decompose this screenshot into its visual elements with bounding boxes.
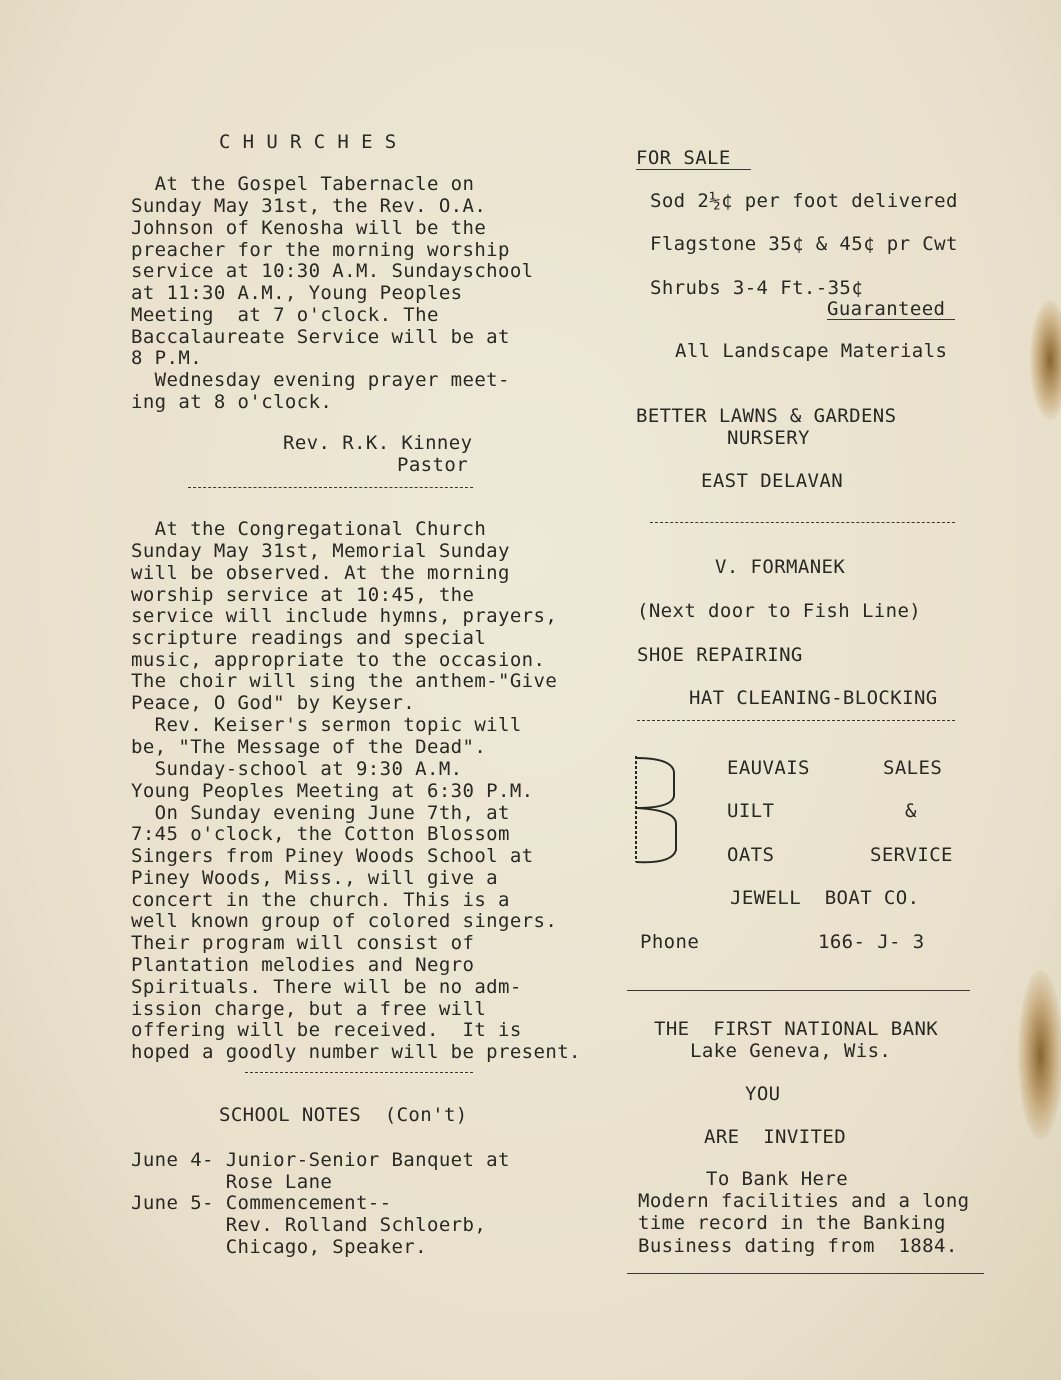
text-line: At the Gospel Tabernacle on — [131, 173, 475, 195]
text-line: well known group of colored singers. — [131, 910, 558, 932]
text-line: will be observed. At the morning — [131, 562, 510, 584]
jewell-boat-co: JEWELL BOAT CO. — [730, 887, 920, 909]
flagstone-price: Flagstone 35¢ & 45¢ pr Cwt — [650, 233, 958, 255]
oats-text: OATS — [727, 844, 775, 866]
phone-label: Phone — [640, 931, 700, 953]
shoe-repairing: SHOE REPAIRING — [637, 644, 803, 666]
stain-mark — [1018, 970, 1061, 1140]
nursery-label: NURSERY — [727, 427, 810, 449]
text-line: time record in the Banking — [638, 1212, 946, 1234]
text-line: Meeting at 7 o'clock. The — [131, 304, 439, 326]
b-logo — [632, 752, 684, 870]
text-line: ing at 8 o'clock. — [131, 391, 333, 413]
uilt-text: UILT — [727, 800, 775, 822]
guaranteed-underline — [827, 319, 955, 320]
landscape-materials: All Landscape Materials — [675, 340, 948, 362]
service-text: SERVICE — [870, 844, 953, 866]
list-item: June 5- Commencement-- — [131, 1192, 392, 1214]
text-line: concert in the church. This is a — [131, 889, 510, 911]
pastor-title: Pastor — [397, 454, 469, 476]
text-line: At the Congregational Church — [131, 518, 487, 540]
school-notes-heading: SCHOOL NOTES (Con't) — [219, 1104, 468, 1126]
bank-here-text: To Bank Here — [706, 1168, 849, 1190]
text-line: be, "The Message of the Dead". — [131, 736, 487, 758]
text-line: Plantation melodies and Negro — [131, 954, 475, 976]
text-line: Wednesday evening prayer meet- — [131, 369, 510, 391]
text-line: Their program will consist of — [131, 932, 475, 954]
divider — [637, 720, 955, 721]
ampersand-text: & — [905, 800, 917, 822]
shoe-shop-name: V. FORMANEK — [715, 556, 846, 578]
text-line: service will include hymns, prayers, — [131, 605, 558, 627]
list-item: Rev. Rolland Schloerb, — [131, 1214, 487, 1236]
text-line: 8 P.M. — [131, 347, 203, 369]
text-line: Sunday May 31st, the Rev. O.A. — [131, 195, 487, 217]
bank-name: THE FIRST NATIONAL BANK — [654, 1018, 939, 1040]
text-line: offering will be received. It is — [131, 1019, 522, 1041]
text-line: 7:45 o'clock, the Cotton Blossom — [131, 823, 510, 845]
text-line: worship service at 10:45, the — [131, 584, 475, 606]
sales-text: SALES — [883, 757, 943, 779]
hat-cleaning: HAT CLEANING-BLOCKING — [689, 687, 938, 709]
sod-price: Sod 2½¢ per foot delivered — [650, 190, 958, 212]
divider — [627, 1273, 984, 1274]
text-line: Modern facilities and a long — [638, 1190, 970, 1212]
list-item: Rose Lane — [131, 1171, 333, 1193]
text-line: The choir will sing the anthem-"Give — [131, 670, 558, 692]
beauvais-text: EAUVAIS — [727, 757, 810, 779]
text-line: Spirituals. There will be no adm- — [131, 976, 522, 998]
nursery-location: EAST DELAVAN — [701, 470, 844, 492]
text-line: Johnson of Kenosha will be the — [131, 217, 487, 239]
text-line: Sunday-school at 9:30 A.M. — [131, 758, 463, 780]
list-item: June 4- Junior-Senior Banquet at — [131, 1149, 510, 1171]
for-sale-heading: FOR SALE — [636, 147, 731, 169]
divider — [627, 990, 970, 991]
guaranteed-label: Guaranteed — [827, 298, 946, 320]
text-line: Piney Woods, Miss., will give a — [131, 867, 499, 889]
divider — [188, 487, 473, 488]
text-line: music, appropriate to the occasion. — [131, 649, 546, 671]
text-line: Sunday May 31st, Memorial Sunday — [131, 540, 510, 562]
text-line: scripture readings and special — [131, 627, 487, 649]
text-line: Business dating from 1884. — [638, 1235, 958, 1257]
churches-heading: C H U R C H E S — [219, 131, 397, 153]
text-line: Young Peoples Meeting at 6:30 P.M. — [131, 780, 534, 802]
b-letter-drawing — [632, 752, 684, 870]
pastor-name: Rev. R.K. Kinney — [283, 432, 473, 454]
for-sale-underline — [636, 169, 751, 170]
bank-city: Lake Geneva, Wis. — [690, 1040, 892, 1062]
shoe-shop-location: (Next door to Fish Line) — [637, 600, 922, 622]
text-line: ission charge, but a free will — [131, 998, 487, 1020]
nursery-name: BETTER LAWNS & GARDENS — [636, 405, 897, 427]
text-line: Baccalaureate Service will be at — [131, 326, 510, 348]
text-line: Peace, O God" by Keyser. — [131, 692, 416, 714]
text-line: On Sunday evening June 7th, at — [131, 802, 510, 824]
text-line: service at 10:30 A.M. Sundayschool — [131, 260, 534, 282]
shrubs-price: Shrubs 3-4 Ft.-35¢ — [650, 277, 864, 299]
text-line: at 11:30 A.M., Young Peoples — [131, 282, 463, 304]
text-line: Rev. Keiser's sermon topic will — [131, 714, 522, 736]
text-line: Singers from Piney Woods School at — [131, 845, 534, 867]
divider — [650, 522, 955, 523]
text-line: hoped a goodly number will be present. — [131, 1041, 581, 1063]
list-item: Chicago, Speaker. — [131, 1236, 427, 1258]
phone-number: 166- J- 3 — [818, 931, 925, 953]
stain-mark — [1030, 300, 1061, 420]
you-text: YOU — [745, 1083, 781, 1105]
text-line: preacher for the morning worship — [131, 239, 510, 261]
invited-text: ARE INVITED — [704, 1126, 847, 1148]
divider — [245, 1072, 473, 1073]
